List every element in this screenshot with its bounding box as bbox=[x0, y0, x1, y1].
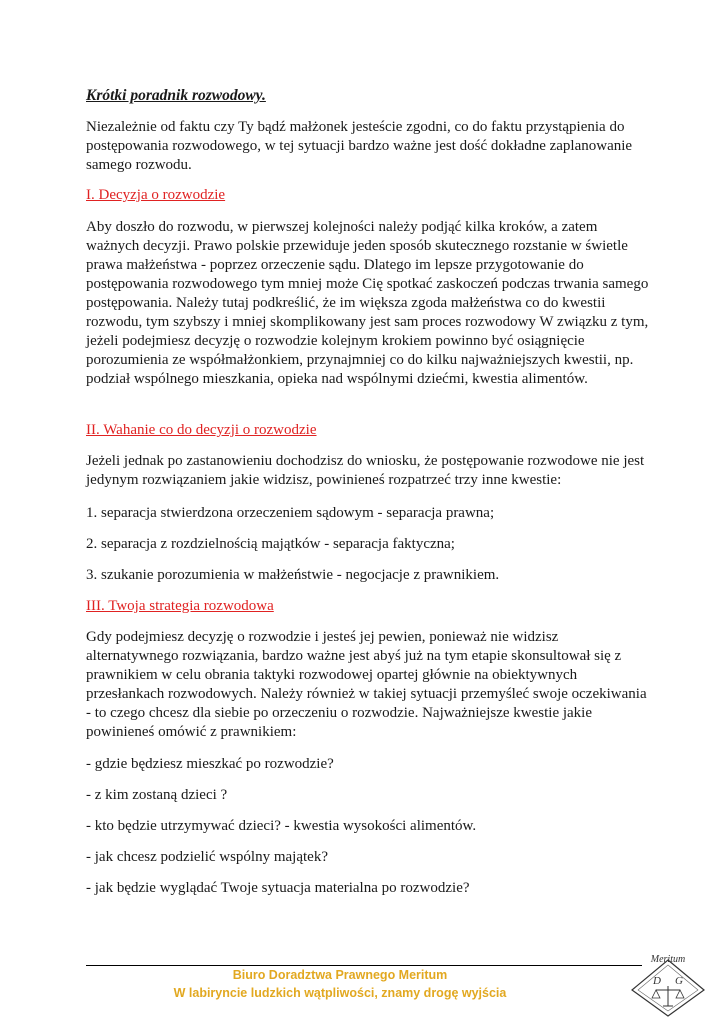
list-item: - jak będzie wyglądać Twoje sytuacja materialna po rozwodzie? bbox=[86, 880, 470, 896]
list-item: - kto będzie utrzymywać dzieci? - kwestia wysokości alimentów. bbox=[86, 818, 477, 834]
list-item: 1. separacja stwierdzona orzeczeniem sądowym - separacja prawna; bbox=[86, 505, 495, 521]
meritum-logo-icon bbox=[628, 950, 708, 1018]
footer-divider bbox=[86, 965, 642, 966]
list-item: - gdzie będziesz mieszkać po rozwodzie? bbox=[86, 756, 334, 772]
section-heading-1: I. Decyzja o rozwodzie bbox=[86, 187, 226, 203]
footer-company-name: Biuro Doradztwa Prawnego Meritum bbox=[232, 968, 448, 982]
footer-tagline: W labiryncie ludzkich wątpliwości, znamy drogę wyjścia bbox=[173, 986, 507, 1000]
intro-paragraph: Niezależnie od faktu czy Ty bądź małżonek jesteście zgodni, co do faktu przystąpienia do postępowania rozwodowego, w tej sytuacji bardzo ważne jest dość dokładne zaplanowanie samego rozwodu. bbox=[86, 119, 633, 173]
list-item: 3. szukanie porozumienia w małżeństwie - negocjacje z prawnikiem. bbox=[86, 567, 500, 583]
section-heading-3: III. Twoja strategia rozwodowa bbox=[86, 598, 274, 614]
list-item: - z kim zostaną dzieci ? bbox=[86, 787, 228, 803]
section-heading-2: II. Wahanie co do decyzji o rozwodzie bbox=[86, 422, 317, 438]
section-body-1: Aby doszło do rozwodu, w pierwszej kolejności należy podjąć kilka kroków, a zatem ważnych decyzji. Prawo polskie przewiduje jeden sposób skutecznego rozstanie w świetle prawa małżeństwa - poprzez orzeczenie sądu. Dlatego im lepsze przygotowanie do postępowania rozwodowego tym mniej może Cię spotkać zaskoczeń podczas trwania samego postępowania. Należy tutaj podkreślić, że im większa zgoda małżeństwa co do kwestii rozwodu, tym szybszy i mniej skomplikowany jest sam proces rozwodowy W związku z tym, jeżeli podejmiesz decyzję o rozwodzie kolejnym krokiem powinno być osiągnięcie porozumienia ze współmałżonkiem, przynajmniej co do kilku najważniejszych kwestii, np. podział wspólnego mieszkania, opieka nad wspólnymi dziećmi, kwestia alimentów. bbox=[86, 219, 649, 387]
section-body-2: Jeżeli jednak po zastanowieniu dochodzisz do wniosku, że postępowanie rozwodowe nie jest jedynym rozwiązaniem jakie widzisz, powinieneś rozpatrzeć trzy inne kwestie: bbox=[86, 453, 645, 488]
list-item: 2. separacja z rozdzielnością majątków - separacja faktyczna; bbox=[86, 536, 455, 552]
list-item: - jak chcesz podzielić wspólny majątek? bbox=[86, 849, 328, 865]
logo-initial-right: G bbox=[675, 975, 683, 987]
section-body-3: Gdy podejmiesz decyzję o rozwodzie i jesteś jej pewien, ponieważ nie widzisz alternatywnego rozwiązania, bardzo ważne jest abyś już na tym etapie skonsultował się z prawnikiem w celu obrania taktyki rozwodowej opartej głównie na obiektywnych przesłankach rozwodowych. Należy również w takiej sytuacji przemyśleć swoje oczekiwania - to czego chcesz dla siebie po orzeczeniu o rozwodzie. Najważniejsze kwestie jakie powinieneś omówić z prawnikiem: bbox=[86, 629, 647, 740]
logo-name: Meritum bbox=[650, 954, 686, 965]
logo-initial-left: D bbox=[653, 975, 661, 987]
page-title: Krótki poradnik rozwodowy. bbox=[86, 87, 266, 104]
